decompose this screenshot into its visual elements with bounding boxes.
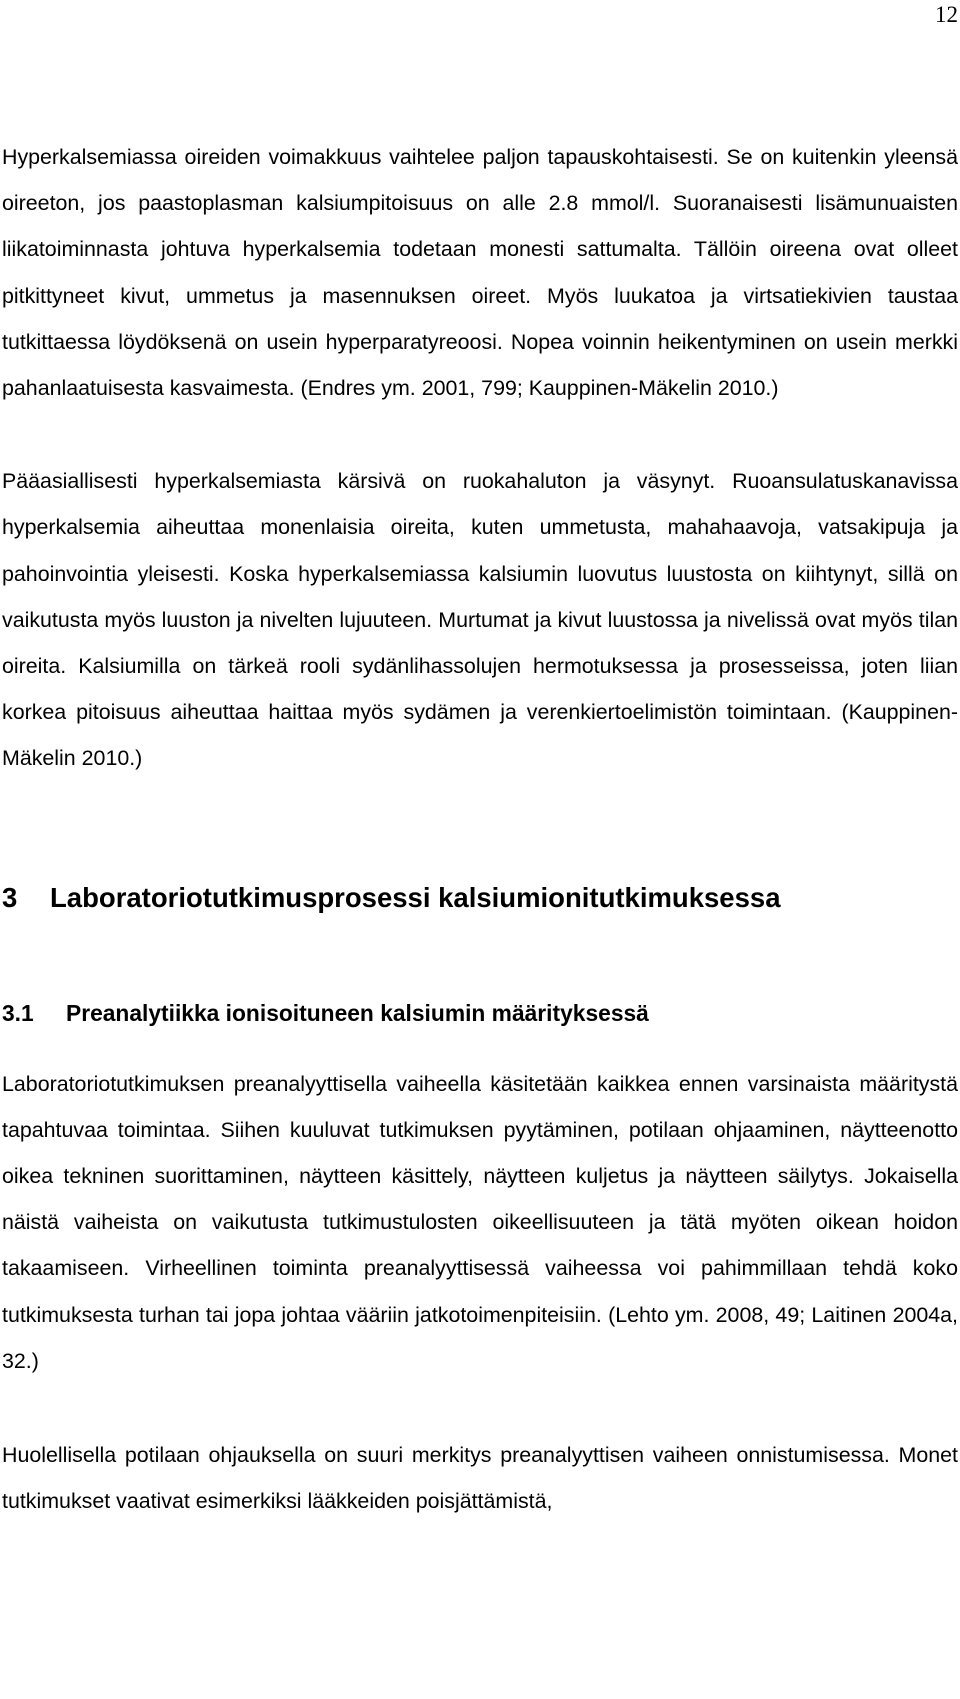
section-number: 3.1 bbox=[2, 999, 34, 1026]
section-heading bbox=[2, 995, 958, 1031]
paragraph-patient-guidance: Huolellisella potilaan ohjauksella on suuri merkitys preanalyyttisen vaiheen onnistumisessa. Monet tutkimukset vaativat esimerkiksi lääkkeiden poisjättämistä, bbox=[2, 1443, 958, 1514]
section-title: Preanalytiikka ionisoituneen kalsiumin määrityksessä bbox=[66, 999, 649, 1026]
document-body bbox=[2, 134, 958, 1524]
paragraph-preanalytics: Laboratoriotutkimuksen preanalyyttisella vaiheella käsitetään kaikkea ennen varsinaista määritystä tapahtuvaa toimintaa. Siihen kuuluvat tutkimuksen pyytäminen, potilaan ohjaaminen, näytteenotto oikea tekninen suorittaminen, näytteen käsittely, näytteen kuljetus ja näytteen säilytys. Jokaisella näistä vaiheista on vaikutusta tutkimustulosten oikeellisuuteen ja tätä myöten oikean hoidon takaamiseen. Virheellinen toiminta preanalyyttisessä vaiheessa voi pahimmillaan tehdä koko tutkimuksesta turhan tai jopa johtaa vääriin jatkotoimenpiteisiin. (Lehto ym. 2008, 49; Laitinen 2004a, 32.) bbox=[2, 1071, 958, 1373]
chapter-number: 3 bbox=[2, 881, 18, 913]
chapter-heading bbox=[2, 878, 958, 918]
page-number: 12 bbox=[935, 2, 958, 27]
paragraph-hyperkalsemia-effects: Pääasiallisesti hyperkalsemiasta kärsivä on ruokahaluton ja väsynyt. Ruoansulatuskanavissa hyperkalsemia aiheuttaa monenlaisia oireita, kuten ummetusta, mahahaavoja, vatsakipuja ja pahoinvointia yleisesti. Koska hyperkalsemiassa kalsiumin luovutus luustosta on kiihtynyt, sillä on vaikutusta myös luuston ja nivelten lujuuteen. Murtumat ja kivut luustossa ja nivelissä ovat myös tilan oireita. Kalsiumilla on tärkeä rooli sydänlihassolujen hermotuksessa ja prosesseissa, joten liian korkea pitoisuus aiheuttaa haittaa myös sydämen ja verenkiertoelimistön toimintaan. (Kauppinen-Mäkelin 2010.) bbox=[2, 469, 958, 771]
chapter-title: Laboratoriotutkimusprosessi kalsiumionitutkimuksessa bbox=[50, 881, 781, 913]
paragraph-hyperkalsemia-symptoms: Hyperkalsemiassa oireiden voimakkuus vaihtelee paljon tapauskohtaisesti. Se on kuitenkin yleensä oireeton, jos paastoplasman kalsiumpitoisuus on alle 2.8 mmol/l. Suoranaisesti lisämunuaisten liikatoiminnasta johtuva hyperkalsemia todetaan monesti sattumalta. Tällöin oireena ovat olleet pitkittyneet kivut, ummetus ja masennuksen oireet. Myös luukatoa ja virtsatiekivien taustaa tutkittaessa löydöksenä on usein hyperparatyreoosi. Nopea voinnin heikentyminen on usein merkki pahanlaatuisesta kasvaimesta. (Endres ym. 2001, 799; Kauppinen-Mäkelin 2010.) bbox=[2, 145, 958, 401]
